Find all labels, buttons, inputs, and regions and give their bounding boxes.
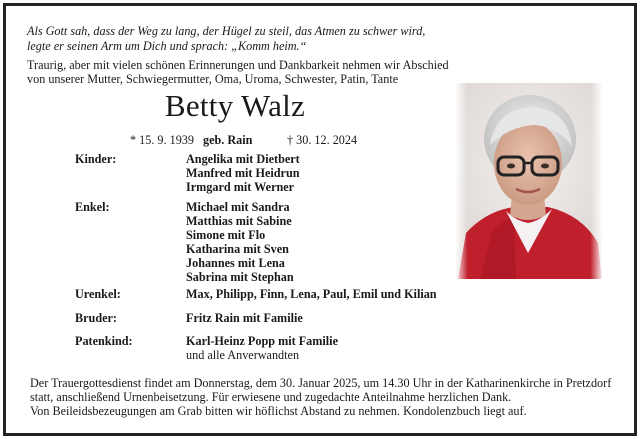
life-dates bbox=[130, 133, 357, 148]
list-item: Simone mit Flo bbox=[186, 228, 266, 242]
service-notice bbox=[30, 376, 611, 418]
list-item: Michael mit Sandra bbox=[186, 200, 290, 214]
portrait-photo bbox=[456, 83, 602, 279]
kinder-list bbox=[186, 152, 300, 194]
list-item: Matthias mit Sabine bbox=[186, 214, 292, 228]
death-date: † 30. 12. 2024 bbox=[287, 133, 358, 147]
farewell-intro bbox=[27, 58, 449, 86]
list-item: Manfred mit Heidrun bbox=[186, 166, 300, 180]
anverwandte-text: und alle Anverwandten bbox=[186, 348, 300, 362]
memorial-quote bbox=[27, 24, 425, 54]
enkel-list bbox=[186, 200, 294, 284]
patenkind-label: Patenkind: bbox=[75, 334, 133, 348]
intro-line: Traurig, aber mit vielen schönen Erinnerungen und Dankbarkeit nehmen wir Abschied bbox=[27, 58, 449, 72]
notice-line: Von Beileidsbezeugungen am Grab bitten wir höflichst Abstand zu nehmen. Kondolenzbuch liegt auf. bbox=[30, 404, 527, 418]
list-item: Irmgard mit Werner bbox=[186, 180, 295, 194]
patenkind-list bbox=[186, 334, 338, 362]
quote-line: legte er seinen Arm um Dich und sprach: „Komm heim.“ bbox=[27, 39, 307, 53]
patenkind-value: Karl-Heinz Popp mit Familie bbox=[186, 334, 338, 348]
intro-line: von unserer Mutter, Schwiegermutter, Oma, Uroma, Schwester, Patin, Tante bbox=[27, 72, 399, 86]
bruder-value: Fritz Rain mit Familie bbox=[186, 311, 303, 325]
maiden-name: geb. Rain bbox=[203, 133, 253, 147]
enkel-label: Enkel: bbox=[75, 200, 110, 214]
birth-date: * 15. 9. 1939 bbox=[130, 133, 194, 147]
notice-line: Der Trauergottesdienst findet am Donnerstag, dem 30. Januar 2025, um 14.30 Uhr in der Katharinenkirche in Pretzdorf bbox=[30, 376, 612, 390]
notice-line: statt, anschließend Urnenbeisetzung. Für erwiesene und zugedachte Anteilnahme herzlichen Dank. bbox=[30, 390, 512, 404]
quote-line: Als Gott sah, dass der Weg zu lang, der Hügel zu steil, das Atmen zu schwer wird, bbox=[27, 24, 426, 38]
list-item: Sabrina mit Stephan bbox=[186, 270, 294, 284]
list-item: Johannes mit Lena bbox=[186, 256, 285, 270]
kinder-label: Kinder: bbox=[75, 152, 117, 166]
bruder-label: Bruder: bbox=[75, 311, 117, 325]
urenkel-label: Urenkel: bbox=[75, 287, 121, 301]
list-item: Angelika mit Dietbert bbox=[186, 152, 300, 166]
list-item: Katharina mit Sven bbox=[186, 242, 289, 256]
urenkel-value: Max, Philipp, Finn, Lena, Paul, Emil und Kilian bbox=[186, 287, 437, 301]
deceased-name: Betty Walz bbox=[164, 88, 306, 123]
